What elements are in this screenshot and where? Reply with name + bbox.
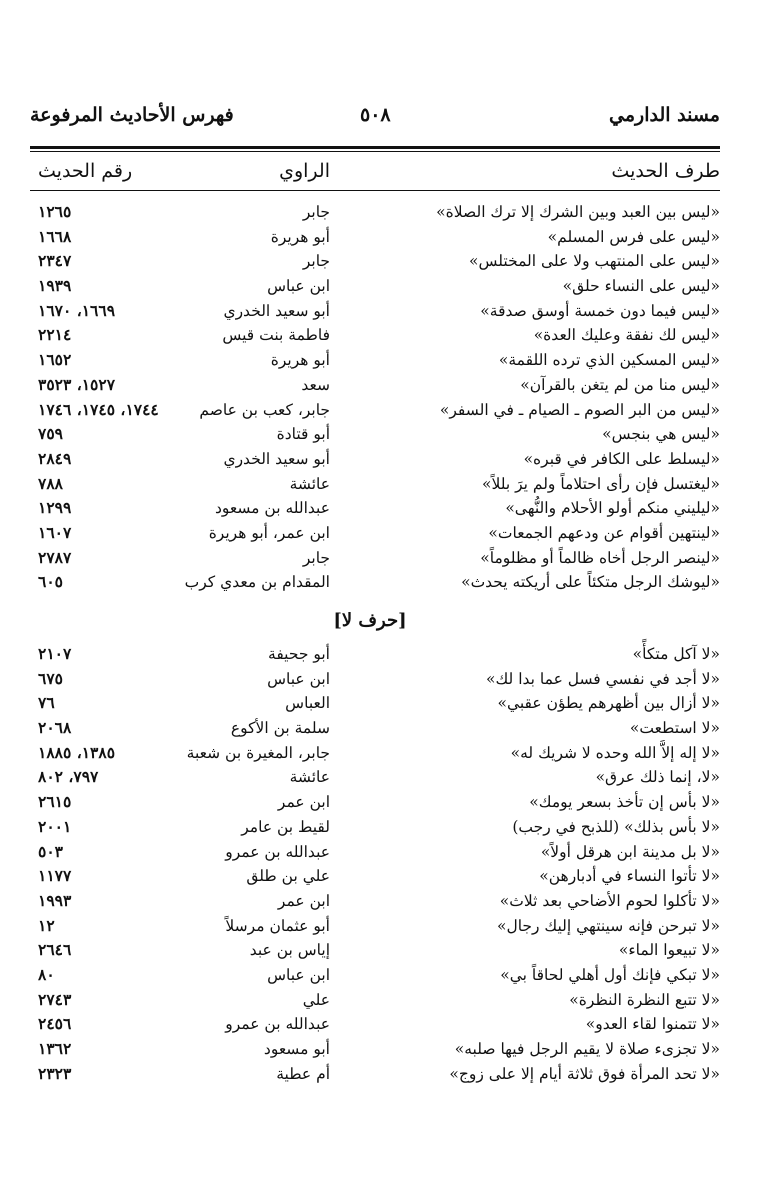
hadith-text: «ليوشك الرجل متكئاً على أريكته يحدث» <box>461 573 720 592</box>
hadith-text: «لا تحد المرأة فوق ثلاثة أيام إلا على زوج» <box>449 1064 720 1083</box>
page-number: ٥٠٨ <box>360 104 391 126</box>
narrator-name: أبو قتادة <box>276 425 330 444</box>
index-row <box>30 1037 720 1062</box>
hadith-text: «ليس المسكين الذي ترده اللقمة» <box>498 351 720 370</box>
index-row <box>30 299 720 324</box>
index-row <box>30 398 720 423</box>
narrator-name: أبو سعيد الخدري <box>223 301 330 320</box>
hadith-text: «لا تتمنوا لقاء العدو» <box>585 1015 720 1034</box>
hadith-number: ٦٧٥ <box>38 668 63 688</box>
column-header-divider <box>30 190 720 191</box>
hadith-number: ١٦٦٩، ١٦٧٠ <box>38 300 116 320</box>
header-divider-thin <box>30 151 720 152</box>
hadith-number: ١٢٩٩ <box>38 498 72 518</box>
index-row <box>30 963 720 988</box>
column-header-hadith: طرف الحديث <box>611 160 720 182</box>
hadith-text: «لا بأس إن تأخذ بسعر يومك» <box>529 793 720 812</box>
hadith-text: «لينتهين أقوام عن ودعهم الجمعات» <box>488 523 720 542</box>
narrator-name: جابر <box>302 203 330 221</box>
hadith-text: «ليس لك نفقة وعليك العدة» <box>533 326 720 345</box>
hadith-number: ٧٨٨ <box>38 473 63 493</box>
narrator-name: أم عطية <box>276 1064 330 1083</box>
hadith-text: «لا آكل متكأً» <box>632 645 720 663</box>
narrator-name: أبو هريرة <box>270 351 330 370</box>
hadith-number: ١٢ <box>38 915 55 935</box>
index-row <box>30 840 720 865</box>
index-row <box>30 1062 720 1087</box>
hadith-number: ١٦٦٨ <box>38 226 72 246</box>
narrator-name: عبدالله بن مسعود <box>214 499 330 518</box>
header-divider <box>30 146 720 149</box>
section-heading <box>30 610 720 638</box>
hadith-text: «ليس فيما دون خمسة أوسق صدقة» <box>480 301 720 320</box>
narrator-name: إياس بن عبد <box>249 941 330 960</box>
index-row <box>30 348 720 373</box>
index-row <box>30 914 720 939</box>
index-row <box>30 815 720 840</box>
hadith-number: ٢٢١٤ <box>38 325 72 345</box>
column-headers <box>30 158 720 188</box>
index-row <box>30 546 720 571</box>
narrator-name: جابر <box>302 252 330 271</box>
hadith-number: ١٣٨٥، ١٨٨٥ <box>38 742 116 762</box>
hadith-number: ١٣٦٢ <box>38 1039 72 1058</box>
hadith-text: «لا بل مدينة ابن هرقل أولاً» <box>540 842 720 861</box>
index-row <box>30 496 720 521</box>
index-row <box>30 200 720 225</box>
index-row <box>30 521 720 546</box>
narrator-name: سعد <box>301 375 330 394</box>
index-row <box>30 741 720 766</box>
index-row <box>30 691 720 716</box>
hadith-number: ٧٦ <box>38 693 55 713</box>
hadith-text: «ليغتسل فإن رأى احتلاماً ولم يرَ بللاً» <box>481 474 720 493</box>
index-row <box>30 716 720 741</box>
narrator-name: فاطمة بنت قيس <box>222 326 330 345</box>
hadith-text: «لا تتبع النظرة النظرة» <box>569 990 720 1009</box>
hadith-number: ٢٧٤٣ <box>38 989 72 1009</box>
index-row <box>30 472 720 497</box>
narrator-name: ابن عباس <box>267 277 330 296</box>
narrator-name: العباس <box>285 694 330 713</box>
index-title: فهرس الأحاديث المرفوعة <box>30 104 234 126</box>
index-row <box>30 667 720 692</box>
hadith-text: «لا تبرحن فإنه سينتهي إليك رجال» <box>496 916 720 935</box>
hadith-text: «ليليني منكم أولو الأحلام والنُّهى» <box>505 499 720 518</box>
hadith-number: ٢٠٠١ <box>38 816 72 836</box>
narrator-name: سلمة بن الأكوع <box>230 719 330 738</box>
hadith-number: ٢٤٥٦ <box>38 1014 72 1034</box>
hadith-text: «لا تبكي فإنك أول أهلي لحاقاً بي» <box>500 965 720 984</box>
index-row <box>30 864 720 889</box>
hadith-number: ٨٠ <box>38 964 55 984</box>
hadith-number: ٦٠٥ <box>38 572 63 592</box>
index-row <box>30 323 720 348</box>
narrator-name: عبدالله بن عمرو <box>225 1015 330 1034</box>
narrator-name: جابر، كعب بن عاصم <box>199 400 330 419</box>
narrator-name: ابن عباس <box>267 965 330 984</box>
narrator-name: عبدالله بن عمرو <box>225 842 330 861</box>
page-header <box>30 100 720 136</box>
narrator-name: أبو جحيفة <box>268 645 330 663</box>
hadith-text: «لا تبيعوا الماء» <box>618 941 720 960</box>
hadith-number: ٧٥٩ <box>38 424 63 444</box>
hadith-number: ١٧٤٤، ١٧٤٥، ١٧٤٦ <box>38 399 159 419</box>
index-row <box>30 225 720 250</box>
hadith-text: «لينصر الرجل أخاه ظالماً أو مظلوماً» <box>480 548 720 567</box>
index-row <box>30 570 720 595</box>
hadith-text: «لا تأتوا النساء في أدبارهن» <box>539 867 720 886</box>
hadith-text: «لا تجزىء صلاة لا يقيم الرجل فيها صلبه» <box>454 1040 720 1058</box>
index-row <box>30 938 720 963</box>
narrator-name: علي بن طلق <box>246 867 330 886</box>
hadith-number: ٢٠٦٨ <box>38 718 72 738</box>
hadith-text: «ليس من البر الصوم ـ الصيام ـ في السفر» <box>439 400 720 419</box>
index-row <box>30 422 720 447</box>
narrator-name: ابن عباس <box>267 669 330 688</box>
narrator-name: عائشة <box>289 768 330 787</box>
hadith-number: ٢٧٨٧ <box>38 547 72 567</box>
book-title: مسند الدارمي <box>609 104 720 126</box>
index-row <box>30 765 720 790</box>
hadith-number: ١١٧٧ <box>38 866 72 886</box>
narrator-name: علي <box>302 990 330 1009</box>
index-row <box>30 373 720 398</box>
hadith-text: «ليس على المنتهب ولا على المختلس» <box>469 252 720 271</box>
index-row <box>30 447 720 472</box>
narrator-name: ابن عمر <box>277 891 330 910</box>
hadith-text: «لا أجد في نفسي فسل عما بدا لك» <box>486 669 720 688</box>
hadith-number: ٢٨٤٩ <box>38 448 72 468</box>
hadith-number: ١٦٥٢ <box>38 350 72 370</box>
hadith-list-la <box>30 642 720 1086</box>
hadith-text: «لا تأكلوا لحوم الأضاحي بعد ثلاث» <box>499 891 720 910</box>
hadith-text: «ليس هي بنجس» <box>602 425 720 444</box>
hadith-text: «ليسلط على الكافر في قبره» <box>523 449 720 468</box>
hadith-text: «لا أزال بين أظهرهم يطؤن عقبي» <box>497 694 720 713</box>
index-row <box>30 274 720 299</box>
hadith-list-laysa <box>30 200 720 595</box>
hadith-number: ١٢٦٥ <box>38 202 72 221</box>
hadith-number: ٧٩٧، ٨٠٢ <box>38 767 99 787</box>
column-header-number: رقم الحديث <box>38 160 133 182</box>
section-title: [حرف لا] <box>333 610 407 631</box>
narrator-name: جابر، المغيرة بن شعبة <box>186 743 330 762</box>
narrator-name: أبو مسعود <box>263 1040 330 1058</box>
index-row <box>30 889 720 914</box>
column-header-narrator: الراوي <box>279 160 330 182</box>
hadith-text: «لا إله إلاَّ الله وحده لا شريك له» <box>510 743 720 762</box>
hadith-number: ٢٦٤٦ <box>38 940 72 960</box>
hadith-number: ١٩٩٣ <box>38 890 72 910</box>
hadith-text: «لا، إنما ذلك عرق» <box>595 768 720 787</box>
hadith-number: ٢٣٢٣ <box>38 1063 72 1083</box>
narrator-name: لقيط بن عامر <box>241 817 330 836</box>
narrator-name: جابر <box>302 548 330 567</box>
index-row <box>30 1012 720 1037</box>
hadith-number: ٢٦١٥ <box>38 792 72 812</box>
index-row <box>30 988 720 1013</box>
index-row <box>30 642 720 667</box>
index-row <box>30 790 720 815</box>
hadith-text: «لا بأس بذلك» (للذبح في رجب) <box>512 817 720 836</box>
hadith-number: ٢٣٤٧ <box>38 251 72 271</box>
hadith-number: ١٩٣٩ <box>38 276 72 296</box>
narrator-name: ابن عمر، أبو هريرة <box>208 523 330 542</box>
hadith-text: «ليس على النساء حلق» <box>562 277 720 296</box>
hadith-text: «ليس بين العبد وبين الشرك إلا ترك الصلاة» <box>436 203 720 221</box>
hadith-text: «لا استطعت» <box>629 719 720 738</box>
hadith-number: ١٦٠٧ <box>38 522 72 542</box>
narrator-name: أبو هريرة <box>270 227 330 246</box>
hadith-number: ٢١٠٧ <box>38 644 72 663</box>
narrator-name: ابن عمر <box>277 793 330 812</box>
narrator-name: أبو عثمان مرسلاً <box>225 916 330 935</box>
hadith-number: ١٥٢٧، ٣٥٢٣ <box>38 374 116 394</box>
narrator-name: المقدام بن معدي كرب <box>184 573 330 592</box>
hadith-text: «ليس على فرس المسلم» <box>547 227 720 246</box>
hadith-number: ٥٠٣ <box>38 841 63 861</box>
narrator-name: عائشة <box>289 474 330 493</box>
hadith-text: «ليس منا من لم يتغن بالقرآن» <box>520 375 720 394</box>
index-row <box>30 249 720 274</box>
narrator-name: أبو سعيد الخدري <box>223 449 330 468</box>
